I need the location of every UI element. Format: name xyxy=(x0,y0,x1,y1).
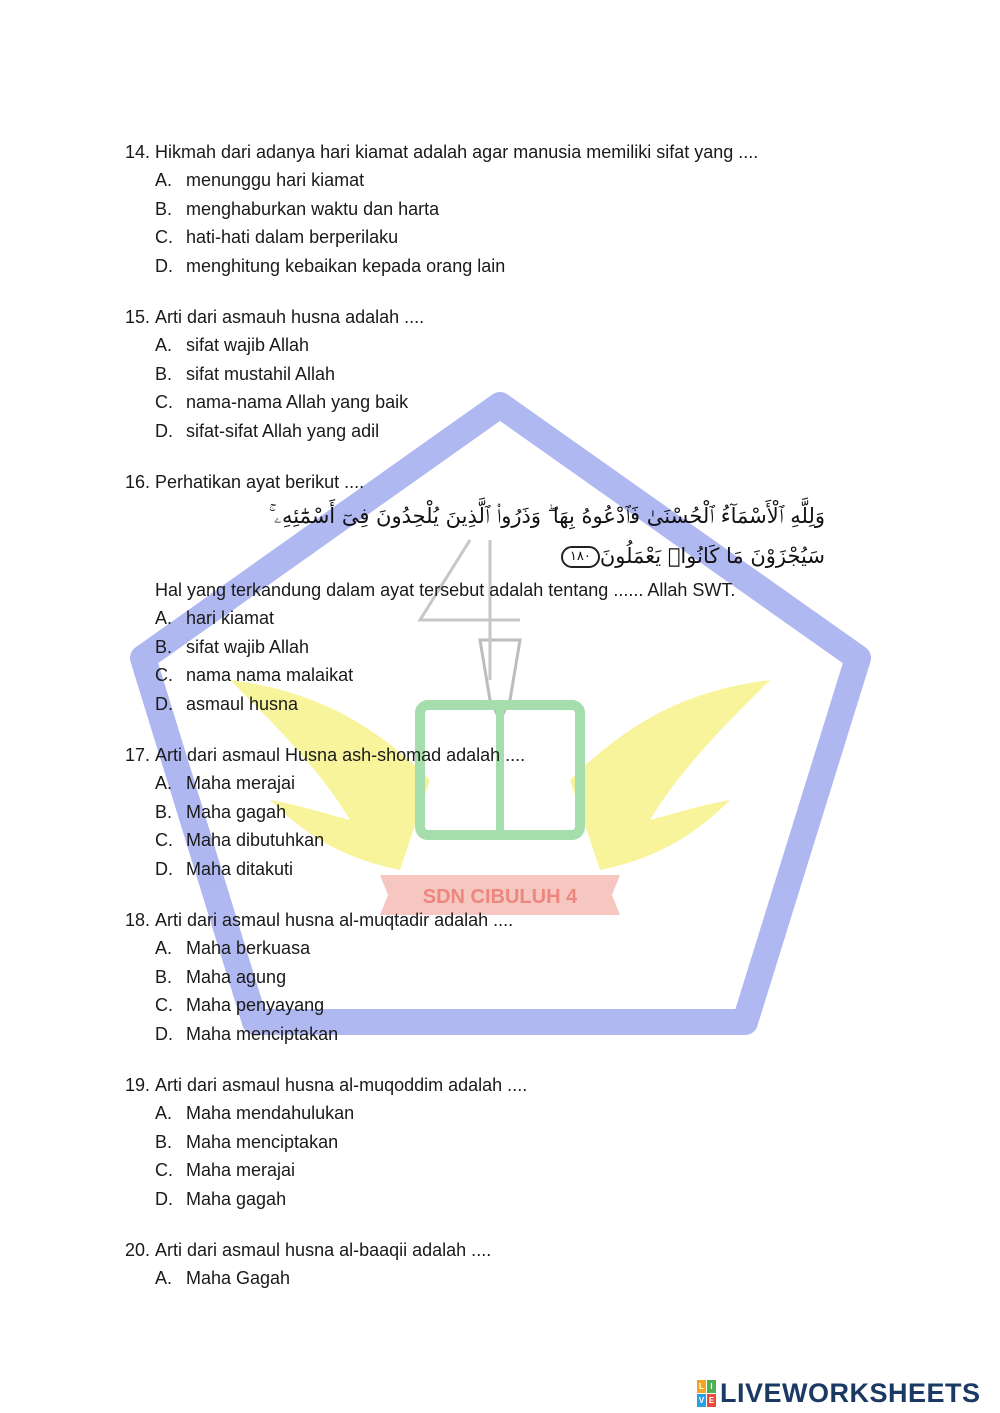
option-c[interactable]: C. nama-nama Allah yang baik xyxy=(155,392,409,412)
option-a[interactable]: A. menunggu hari kiamat xyxy=(155,170,365,190)
option-d[interactable]: D. sifat-sifat Allah yang adil xyxy=(155,420,380,441)
liveworksheets-logo[interactable] xyxy=(697,1377,981,1409)
option-c[interactable]: C. nama nama malaikat xyxy=(155,665,354,685)
option-c[interactable]: C. hati-hati dalam berperilaku xyxy=(155,227,399,247)
question-number: 16. xyxy=(125,472,151,492)
question-text: Arti dari asmaul husna al-muqoddim adalah .... xyxy=(155,1075,528,1095)
option-d[interactable]: D. menghitung kebaikan kepada orang lain xyxy=(155,255,506,276)
option-c[interactable]: C. Maha merajai xyxy=(155,1160,296,1180)
option-d[interactable]: D. asmaul husna xyxy=(155,693,299,714)
question-14 xyxy=(125,138,825,280)
option-d[interactable]: D. Maha gagah xyxy=(155,1188,287,1209)
question-text: Hikmah dari adanya hari kiamat adalah agar manusia memiliki sifat yang .... xyxy=(155,142,759,162)
question-text: Perhatikan ayat berikut .... xyxy=(155,472,365,492)
question-16 xyxy=(125,468,825,718)
option-b[interactable]: B. Maha agung xyxy=(155,966,287,987)
question-17 xyxy=(125,741,825,883)
ayah-number-mark: ١٨٠ xyxy=(561,546,600,568)
option-a[interactable]: A. sifat wajib Allah xyxy=(155,335,310,355)
option-a[interactable]: A. hari kiamat xyxy=(155,608,275,628)
question-text: Arti dari asmaul Husna ash-shomad adalah .... xyxy=(155,745,526,765)
option-a[interactable]: A. Maha mendahulukan xyxy=(155,1103,355,1123)
school-name-watermark: SDN CIBULUH 4 xyxy=(422,886,578,908)
question-number: 14. xyxy=(125,142,151,162)
option-a[interactable]: A. Maha berkuasa xyxy=(155,938,311,958)
question-15 xyxy=(125,303,825,445)
option-b[interactable]: B. sifat mustahil Allah xyxy=(155,363,336,384)
question-19 xyxy=(125,1071,825,1213)
liveworksheets-logo-icon: L I V E xyxy=(698,1381,715,1405)
option-c[interactable]: C. Maha penyayang xyxy=(155,995,325,1015)
question-number: 18. xyxy=(125,910,151,930)
liveworksheets-logo-text: LIVEWORKSHEETS xyxy=(720,1377,981,1408)
option-b[interactable]: B. menghaburkan waktu dan harta xyxy=(155,198,440,219)
question-text: Arti dari asmauh husna adalah .... xyxy=(155,307,425,327)
question-18 xyxy=(125,906,825,1048)
option-d[interactable]: D. Maha menciptakan xyxy=(155,1023,339,1044)
question-text: Arti dari asmaul husna al-baaqii adalah .... xyxy=(155,1240,492,1260)
question-number: 19. xyxy=(125,1075,151,1095)
option-c[interactable]: C. Maha dibutuhkan xyxy=(155,830,325,850)
question-followup: Hal yang terkandung dalam ayat tersebut adalah tentang ...... Allah SWT. xyxy=(155,580,736,600)
arabic-verse-line-2: سَيُجْزَوْنَ مَا كَانُوا۟ يَعْمَلُونَ١٨٠ xyxy=(125,536,825,576)
option-b[interactable]: B. Maha menciptakan xyxy=(155,1131,339,1152)
question-text: Arti dari asmaul husna al-muqtadir adalah .... xyxy=(155,910,514,930)
arabic-verse-line-1: وَلِلَّهِ ٱلْأَسْمَآءُ ٱلْحُسْنَىٰ فَٱدْعُوهُ بِهَا ۖ وَذَرُوا۟ ٱلَّذِينَ يُلْحِدُونَ فِىٓ أَسْمَٰٓئِهِۦ ۚ xyxy=(268,504,825,528)
question-number: 20. xyxy=(125,1240,151,1260)
question-20 xyxy=(125,1236,825,1293)
option-a[interactable]: A. Maha merajai xyxy=(155,773,296,793)
question-number: 17. xyxy=(125,745,151,765)
question-number: 15. xyxy=(125,307,151,327)
option-a[interactable]: A. Maha Gagah xyxy=(155,1268,291,1288)
option-d[interactable]: D. Maha ditakuti xyxy=(155,858,294,879)
option-b[interactable]: B. Maha gagah xyxy=(155,801,287,822)
option-b[interactable]: B. sifat wajib Allah xyxy=(155,636,310,657)
worksheet-content xyxy=(125,138,825,1316)
